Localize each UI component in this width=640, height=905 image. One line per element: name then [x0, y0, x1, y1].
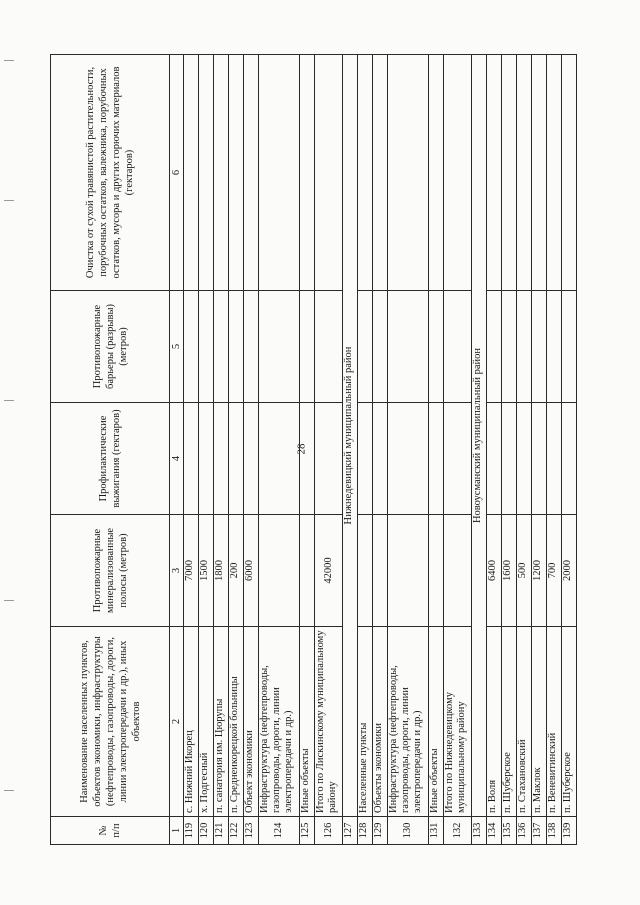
table-row	[487, 55, 502, 845]
row-strips	[259, 515, 300, 627]
table-row	[517, 55, 532, 845]
row-strips: 1500	[199, 515, 214, 627]
row-strips	[373, 515, 388, 627]
table-row	[214, 55, 229, 845]
row-number: 138	[547, 817, 562, 845]
row-name: п. Шуберское	[562, 627, 577, 817]
index-cell: 6	[170, 55, 184, 291]
index-cell: 5	[170, 291, 184, 403]
row-number: 137	[532, 817, 547, 845]
row-strips: 700	[547, 515, 562, 627]
row-strips	[429, 515, 444, 627]
scan-mark	[4, 600, 14, 601]
row-number: 139	[562, 817, 577, 845]
row-strips: 1800	[214, 515, 229, 627]
row-name: п. Среднеикорецкой больницы	[229, 627, 244, 817]
header-strips: Противопожарные минерализованные полосы (метров)	[51, 515, 170, 627]
row-name: п. Воля	[487, 627, 502, 817]
index-cell: 4	[170, 403, 184, 515]
scan-mark	[4, 200, 14, 201]
section-row	[472, 55, 487, 845]
section-row	[343, 55, 358, 845]
row-strips	[388, 515, 429, 627]
fire-measures-table	[50, 54, 577, 845]
table-row	[184, 55, 199, 845]
header-burning: Профилактические выжигания (гектаров)	[51, 403, 170, 515]
page-number: 28	[295, 443, 308, 455]
row-number: 129	[373, 817, 388, 845]
row-number: 134	[487, 817, 502, 845]
row-name: Иные объекты	[429, 627, 444, 817]
row-name: Итого по Лискинскому муниципальному району	[315, 627, 343, 817]
row-name: Объекты экономики	[373, 627, 388, 817]
row-name: Инфраструктура (нефтепроводы, газопроводы, дороги, линии электропередачи и др.)	[388, 627, 429, 817]
row-number: 121	[214, 817, 229, 845]
scan-mark	[4, 60, 14, 61]
row-name: Населенные пункты	[358, 627, 373, 817]
row-name: Объект экономики	[244, 627, 259, 817]
table-row	[547, 55, 562, 845]
row-name: п. Стахановский	[517, 627, 532, 817]
row-strips: 2000	[562, 515, 577, 627]
row-number: 127	[343, 817, 358, 845]
row-number: 136	[517, 817, 532, 845]
row-number: 123	[244, 817, 259, 845]
row-name: Иные объекты	[300, 627, 315, 817]
row-number: 124	[259, 817, 300, 845]
scan-mark	[4, 790, 14, 791]
row-number: 122	[229, 817, 244, 845]
row-strips	[358, 515, 373, 627]
row-strips: 500	[517, 515, 532, 627]
table-row	[199, 55, 214, 845]
index-cell: 1	[170, 817, 184, 845]
table-row	[300, 55, 315, 845]
row-strips	[300, 515, 315, 627]
index-row	[170, 55, 184, 845]
index-cell: 3	[170, 515, 184, 627]
row-number: 126	[315, 817, 343, 845]
row-number: 119	[184, 817, 199, 845]
header-row	[51, 55, 170, 845]
row-number: 125	[300, 817, 315, 845]
table-row	[229, 55, 244, 845]
row-name: Инфраструктура (нефтепроводы, газопроводы, дороги, линии электропередачи и др.)	[259, 627, 300, 817]
table-row	[429, 55, 444, 845]
row-strips: 200	[229, 515, 244, 627]
row-number: 133	[472, 817, 487, 845]
index-cell: 2	[170, 627, 184, 817]
row-strips: 6000	[244, 515, 259, 627]
section-title: Нижнедевицкий муниципальный район	[343, 55, 358, 817]
scan-mark	[4, 400, 14, 401]
row-name: п. Маклок	[532, 627, 547, 817]
table-row	[315, 55, 343, 845]
row-number: 128	[358, 817, 373, 845]
table-row	[388, 55, 429, 845]
row-name: Итого по Нижнедевицкому муниципальному району	[444, 627, 472, 817]
table-row	[373, 55, 388, 845]
header-name: Наименование населенных пунктов, объектов экономики, инфраструктуры (нефтепроводы, газопроводы, дороги, линии электропередачи и др.), иных объектов	[51, 627, 170, 817]
row-name: с. Нижний Икорец	[184, 627, 199, 817]
row-number: 131	[429, 817, 444, 845]
row-name: п. Веневитинский	[547, 627, 562, 817]
section-title: Новоусманский муниципальный район	[472, 55, 487, 817]
row-strips: 1200	[532, 515, 547, 627]
rotated-page	[50, 55, 620, 845]
row-name: х. Подгесный	[199, 627, 214, 817]
table-row	[532, 55, 547, 845]
row-strips: 42000	[315, 515, 343, 627]
row-strips: 7000	[184, 515, 199, 627]
table-row	[244, 55, 259, 845]
row-number: 135	[502, 817, 517, 845]
row-name: п. санатория им. Цюрупы	[214, 627, 229, 817]
header-barriers: Противопожарные барьеры (разрывы) (метров)	[51, 291, 170, 403]
row-strips	[444, 515, 472, 627]
header-num: № п/п	[51, 817, 170, 845]
table-row	[562, 55, 577, 845]
row-number: 130	[388, 817, 429, 845]
table-row	[502, 55, 517, 845]
header-cleaning: Очистка от сухой травянистой растительности, порубочных остатков, валежника, порубочных остатков, мусора и других горючих материалов (гектаров)	[51, 55, 170, 291]
row-name: п. Шуберское	[502, 627, 517, 817]
row-strips: 6400	[487, 515, 502, 627]
row-strips: 1600	[502, 515, 517, 627]
table-row	[444, 55, 472, 845]
row-number: 132	[444, 817, 472, 845]
row-number: 120	[199, 817, 214, 845]
table-row	[358, 55, 373, 845]
table-row	[259, 55, 300, 845]
